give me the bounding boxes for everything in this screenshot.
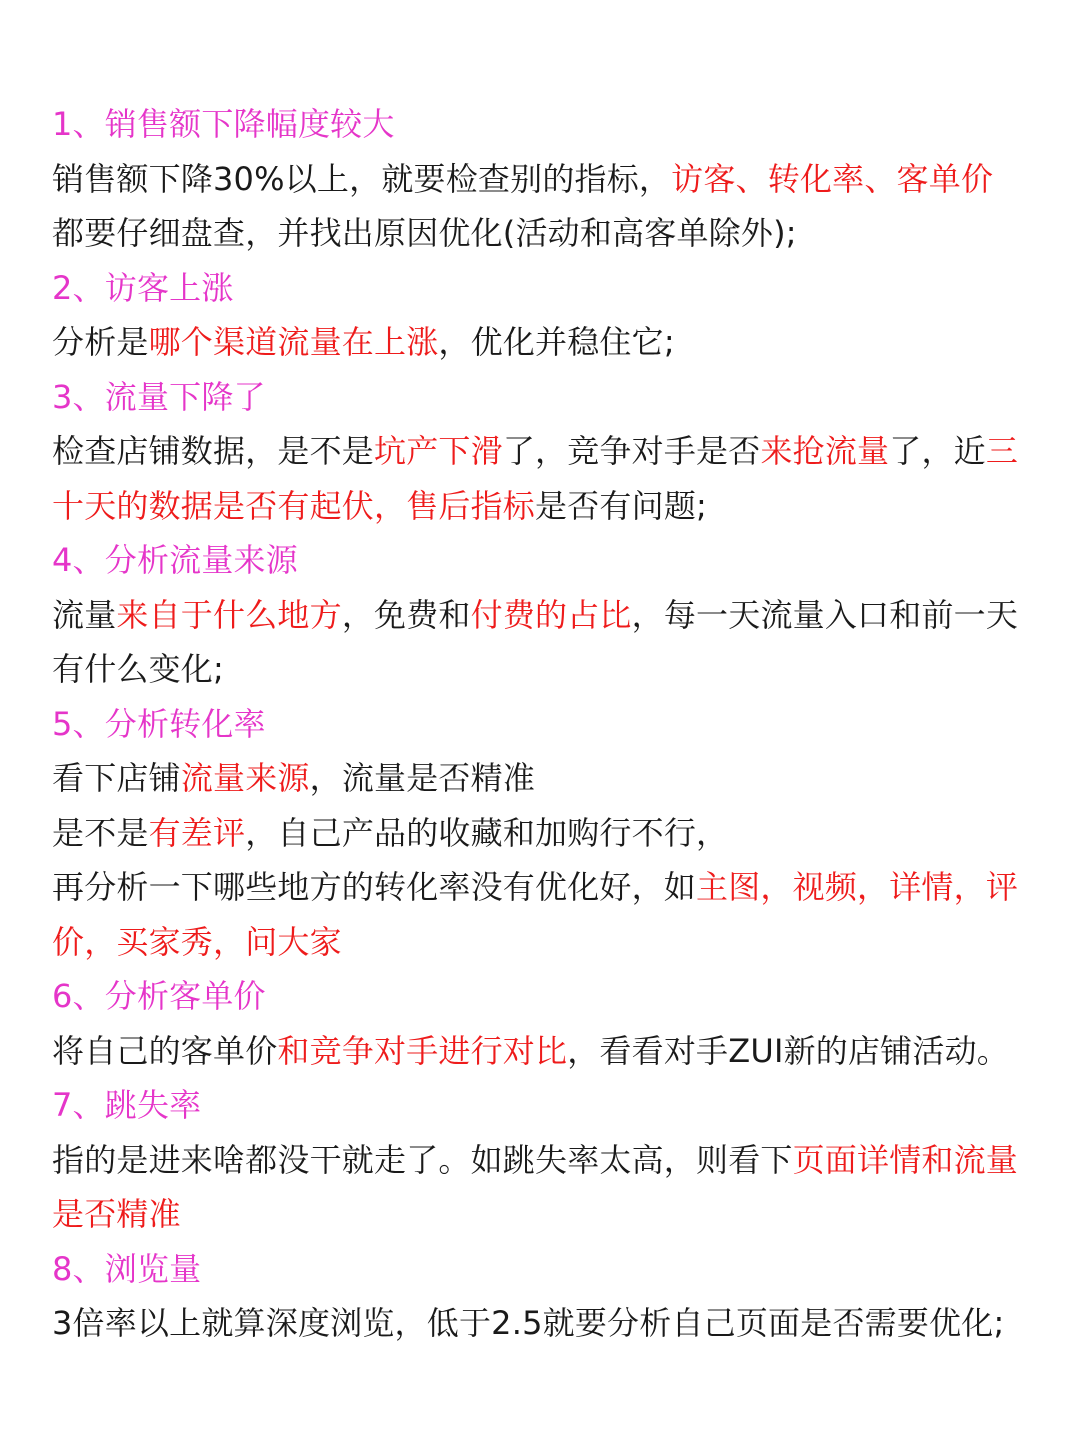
highlighted-text: 付费的占比 bbox=[470, 595, 632, 634]
text-segment: 2、访客上涨 bbox=[52, 268, 234, 307]
text-segment: 分析是 bbox=[52, 323, 149, 361]
text-segment: ，流量是否精准 bbox=[309, 759, 536, 797]
body-text-line bbox=[52, 1296, 1042, 1351]
highlighted-text: 流量来源 bbox=[180, 759, 310, 797]
body-text-line bbox=[52, 588, 1042, 643]
body-text-line bbox=[52, 424, 1042, 479]
text-segment: 检查店铺数据，是不是 bbox=[52, 432, 375, 470]
body-text-line bbox=[52, 152, 1042, 207]
highlighted-text: 有差评 bbox=[148, 813, 246, 852]
text-segment: 都要仔细盘查，并找出原因优化(活动和高客单除外); bbox=[52, 214, 797, 252]
text-segment: ，优化并稳住它; bbox=[438, 323, 675, 361]
text-segment: 了，竞争对手是否 bbox=[502, 432, 761, 470]
document-body bbox=[52, 97, 1042, 1351]
highlighted-text: 访客、转化率、客单价 bbox=[671, 159, 994, 198]
highlighted-text: 坑产下滑 bbox=[374, 432, 503, 470]
text-segment: 5、分析转化率 bbox=[52, 704, 266, 743]
text-segment: 6、分析客单价 bbox=[52, 977, 266, 1015]
body-text-line bbox=[52, 751, 1042, 806]
text-segment: 销售额下降30%以上，就要检查别的指标， bbox=[52, 159, 672, 198]
highlighted-text: 来抢流量 bbox=[760, 432, 890, 470]
body-text-line bbox=[52, 479, 1042, 534]
body-text-line bbox=[52, 1024, 1042, 1079]
body-text-line bbox=[52, 206, 1042, 261]
highlighted-text: 是否精准 bbox=[52, 1195, 181, 1233]
highlighted-text: 和竞争对手进行对比 bbox=[277, 1031, 568, 1070]
text-segment: 再分析一下哪些地方的转化率没有优化好，如 bbox=[52, 868, 697, 906]
text-segment: 有什么变化; bbox=[52, 650, 224, 688]
highlighted-text: 主图，视频，详情，评 bbox=[696, 868, 1019, 906]
text-segment: ，看看对手ZUI新的店铺活动。 bbox=[567, 1031, 1010, 1070]
text-segment: 4、分析流量来源 bbox=[52, 541, 298, 579]
section-heading bbox=[52, 697, 1042, 752]
highlighted-text: 三 bbox=[985, 432, 1019, 470]
text-segment: 是不是 bbox=[52, 813, 149, 852]
highlighted-text: 来自于什么地方 bbox=[116, 595, 342, 634]
body-text-line bbox=[52, 1187, 1042, 1242]
text-segment: ，自己产品的收藏和加购行不行， bbox=[245, 813, 729, 852]
section-heading bbox=[52, 1078, 1042, 1133]
text-segment: 流量 bbox=[52, 595, 117, 634]
text-segment: 了，近 bbox=[889, 432, 986, 470]
highlighted-text: 十天的数据是否有起伏，售后指标 bbox=[52, 486, 536, 525]
text-segment: 是否有问题; bbox=[535, 486, 707, 525]
section-heading bbox=[52, 1242, 1042, 1297]
body-text-line bbox=[52, 806, 1042, 861]
text-segment: 1、销售额下降幅度较大 bbox=[52, 105, 395, 143]
text-segment: ，免费和 bbox=[341, 595, 471, 634]
text-segment: 3、流量下降了 bbox=[52, 377, 266, 416]
highlighted-text: 哪个渠道流量在上涨 bbox=[148, 323, 439, 361]
body-text-line bbox=[52, 315, 1042, 370]
text-segment: 7、跳失率 bbox=[52, 1086, 202, 1124]
section-heading bbox=[52, 370, 1042, 425]
body-text-line bbox=[52, 642, 1042, 697]
section-heading bbox=[52, 533, 1042, 588]
highlighted-text: 价，买家秀，问大家 bbox=[52, 922, 342, 961]
text-segment: 8、浏览量 bbox=[52, 1249, 202, 1288]
text-segment: 将自己的客单价 bbox=[52, 1031, 278, 1070]
section-heading bbox=[52, 969, 1042, 1024]
text-segment: ，每一天流量入口和前一天 bbox=[631, 595, 1019, 634]
section-heading bbox=[52, 97, 1042, 152]
text-segment: 3倍率以上就算深度浏览，低于2.5就要分析自己页面是否需要优化; bbox=[52, 1304, 1005, 1342]
text-segment: 看下店铺 bbox=[52, 759, 181, 797]
body-text-line bbox=[52, 915, 1042, 970]
section-heading bbox=[52, 261, 1042, 316]
highlighted-text: 页面详情和流量 bbox=[792, 1140, 1019, 1179]
text-segment: 指的是进来啥都没干就走了。如跳失率太高，则看下 bbox=[52, 1140, 793, 1179]
body-text-line bbox=[52, 1133, 1042, 1188]
body-text-line bbox=[52, 860, 1042, 915]
